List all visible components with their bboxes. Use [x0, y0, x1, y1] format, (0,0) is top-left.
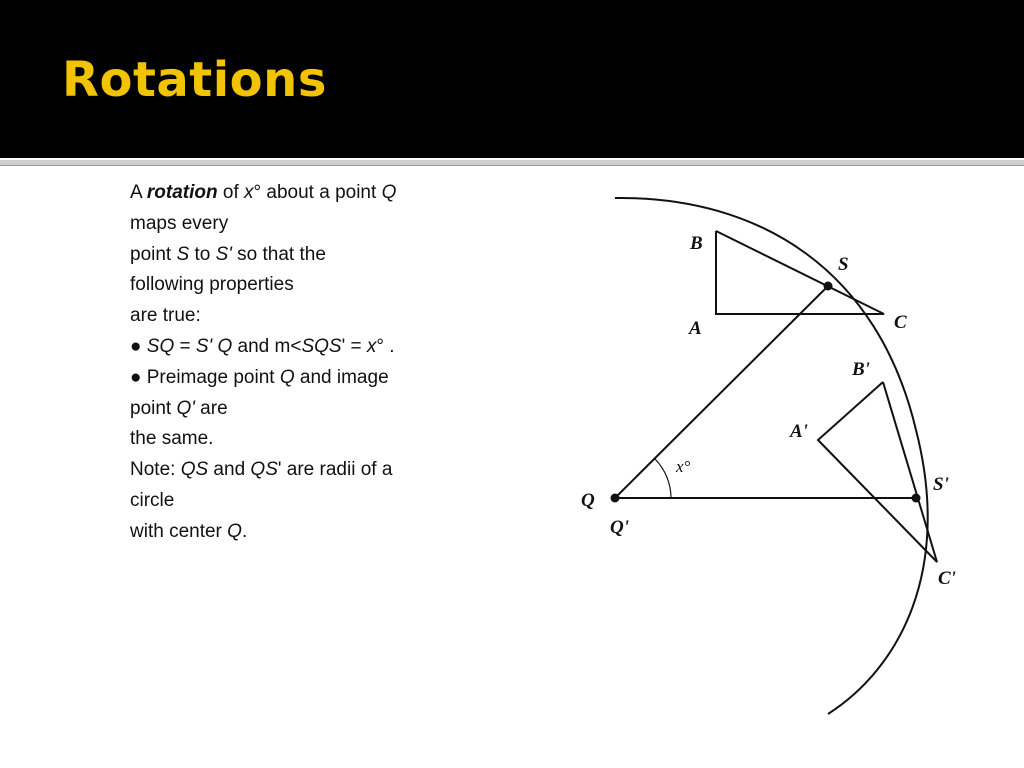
- label-c: C: [894, 312, 907, 333]
- body-line-6: ● SQ = S' Q and m<SQS' = x° .: [130, 335, 395, 357]
- body-line-8: point Q' are: [130, 397, 228, 419]
- label-q-prime: Q': [610, 517, 629, 538]
- body-line-3: point S to S' so that the: [130, 243, 326, 265]
- label-c-prime: C': [938, 568, 956, 589]
- label-q: Q: [581, 490, 595, 511]
- point-s: [824, 282, 833, 291]
- body-line-2: maps every: [130, 212, 229, 234]
- label-s-prime: S': [933, 474, 949, 495]
- point-q: [611, 494, 620, 503]
- triangle-abc-prime: [818, 382, 937, 562]
- slide-title: Rotations: [62, 52, 327, 108]
- label-angle: x°: [676, 457, 691, 476]
- body-line-10: Note: QS and QS' are radii of a: [130, 459, 393, 481]
- body-line-12: with center Q.: [130, 520, 248, 542]
- triangle-abc: [716, 231, 884, 314]
- body-line-1: A rotation of x° about a point Q: [130, 182, 397, 203]
- body-line-11: circle: [130, 489, 175, 511]
- body-line-7: ● Preimage point Q and image: [130, 366, 389, 388]
- body-line-9: the same.: [130, 428, 214, 450]
- radius-qs: [615, 286, 828, 498]
- point-s-prime: [912, 494, 921, 503]
- label-a: A: [689, 318, 702, 339]
- angle-arc: [655, 459, 671, 498]
- label-a-prime: A': [790, 421, 808, 442]
- label-b-prime: B': [852, 359, 870, 380]
- circle-arc: [615, 198, 928, 714]
- label-b: B: [690, 233, 703, 254]
- label-s: S: [838, 254, 849, 275]
- body-line-5: are true:: [130, 305, 201, 327]
- body-line-4: following properties: [130, 274, 294, 296]
